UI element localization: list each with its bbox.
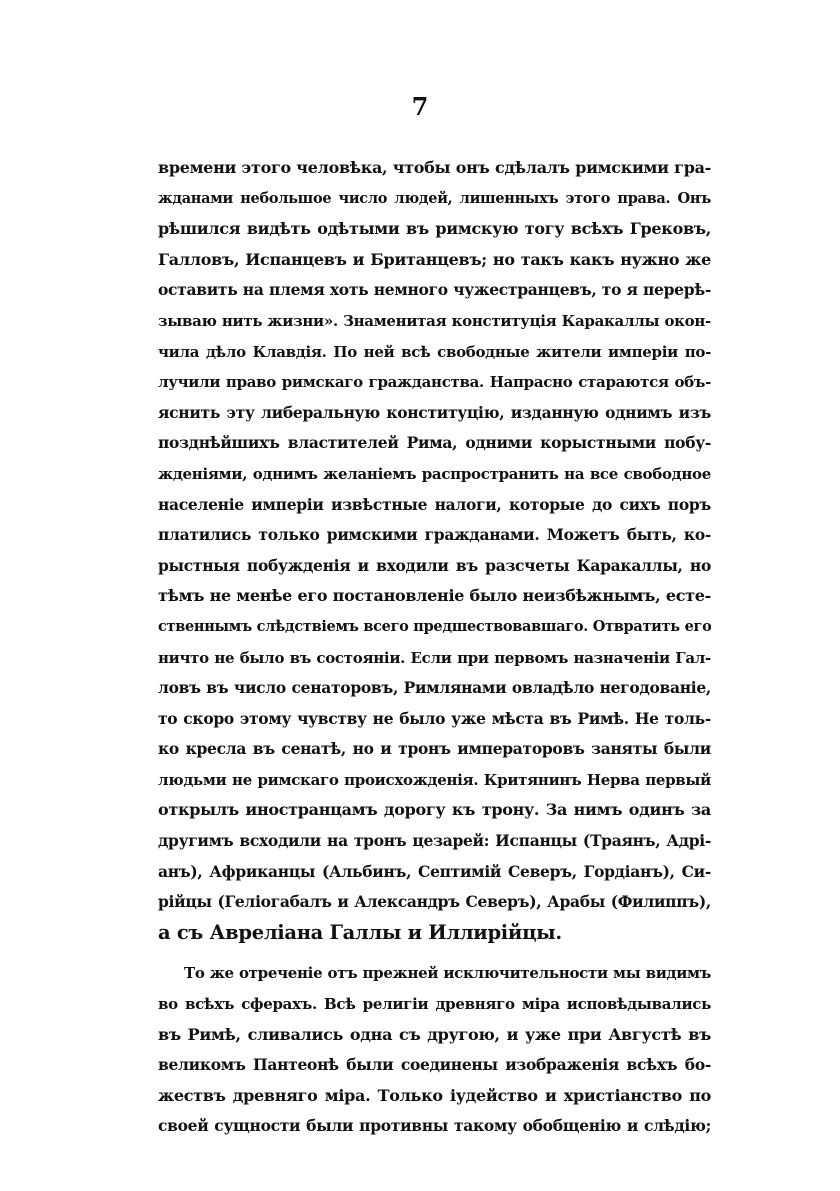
- page-number: 7: [411, 92, 429, 121]
- text-line: великомъ Пантеонѣ были соединены изображенія всѣхъ бо-: [158, 1055, 711, 1075]
- text-line: другимъ всходили на тронъ цезарей: Испанцы (Траянъ, Адрі-: [158, 831, 711, 851]
- text-line: тѣмъ не менѣе его постановленіе было неизбѣжнымъ, есте-: [158, 586, 711, 606]
- text-line: а съ Авреліана Галлы и Иллирійцы.: [158, 920, 562, 944]
- paragraph-2: [158, 958, 711, 1142]
- text-line: то скоро этому чувству не было уже мѣста въ Римѣ. Не толь-: [158, 708, 711, 728]
- text-line: анъ), Африканцы (Альбинъ, Септимій Северъ, Гордіанъ), Си-: [158, 861, 711, 881]
- text-line: жданами небольшое число людей, лишенныхъ этого права. Онъ: [158, 189, 711, 207]
- text-line: зываю нить жизни». Знаменитая конституція Каракаллы окон-: [158, 311, 711, 330]
- text-line: своей сущности были противны такому обобщенію и слѣдію;: [158, 1116, 711, 1136]
- text-line: лучили право римскаго гражданства. Напрасно стараются объ-: [158, 373, 711, 392]
- text-line: То же отреченіе отъ прежней исключительности мы видимъ: [184, 964, 711, 983]
- text-line: жествъ древняго міра. Только іудейство и христіанство по: [158, 1085, 711, 1105]
- text-line: ничто не было въ состояніи. Если при первомъ назначеніи Гал-: [158, 648, 711, 667]
- text-line: ко кресла въ сенатѣ, но и тронъ императоровъ заняты были: [158, 739, 711, 759]
- text-line: яснить эту либеральную конституцію, изданную однимъ изъ: [158, 402, 711, 422]
- text-line: ственнымъ слѣдствіемъ всего предшествовавшаго. Отвратить его: [158, 617, 711, 635]
- text-line: рійцы (Геліогабалъ и Александръ Северъ), Арабы (Филиппъ),: [158, 892, 711, 912]
- body-text: [158, 153, 711, 1142]
- text-line: во всѣхъ сферахъ. Всѣ религіи древняго міра исповѣдывались: [158, 995, 711, 1014]
- text-line: времени этого человѣка, чтобы онъ сдѣлалъ римскими гра-: [158, 158, 711, 177]
- text-line: жденіями, однимъ желаніемъ распространить на все свободное: [158, 464, 711, 483]
- text-line: Галловъ, Испанцевъ и Британцевъ; но такъ какъ нужно же: [158, 249, 711, 269]
- text-line: оставить на племя хоть немного чужестранцевъ, то я перерѣ-: [158, 280, 711, 300]
- text-line: ловъ въ число сенаторовъ, Римлянами овладѣло негодованіе,: [158, 678, 711, 698]
- text-line: въ Римѣ, сливались одна съ другою, и уже при Августѣ въ: [158, 1024, 711, 1044]
- text-line: людьми не римскаго происхожденія. Критянинъ Нерва первый: [158, 770, 711, 789]
- paragraph-1: [158, 153, 711, 948]
- text-line: платились только римскими гражданами. Можетъ быть, ко-: [158, 525, 711, 545]
- text-line: открылъ иностранцамъ дорогу къ трону. За нимъ одинъ за: [158, 800, 711, 820]
- text-line: рыстныя побужденія и входили въ разсчеты Каракаллы, но: [158, 555, 711, 575]
- text-line: рѣшился видѣть одѣтыми въ римскую тогу всѣхъ Грековъ,: [158, 219, 711, 239]
- text-line: населеніе имперіи извѣстные налоги, которые до сихъ поръ: [158, 494, 711, 514]
- text-line: позднѣйшихъ властителей Рима, одними корыстными побу-: [158, 433, 711, 453]
- text-line: чила дѣло Клавдія. По ней всѣ свободные жители имперіи по-: [158, 342, 711, 361]
